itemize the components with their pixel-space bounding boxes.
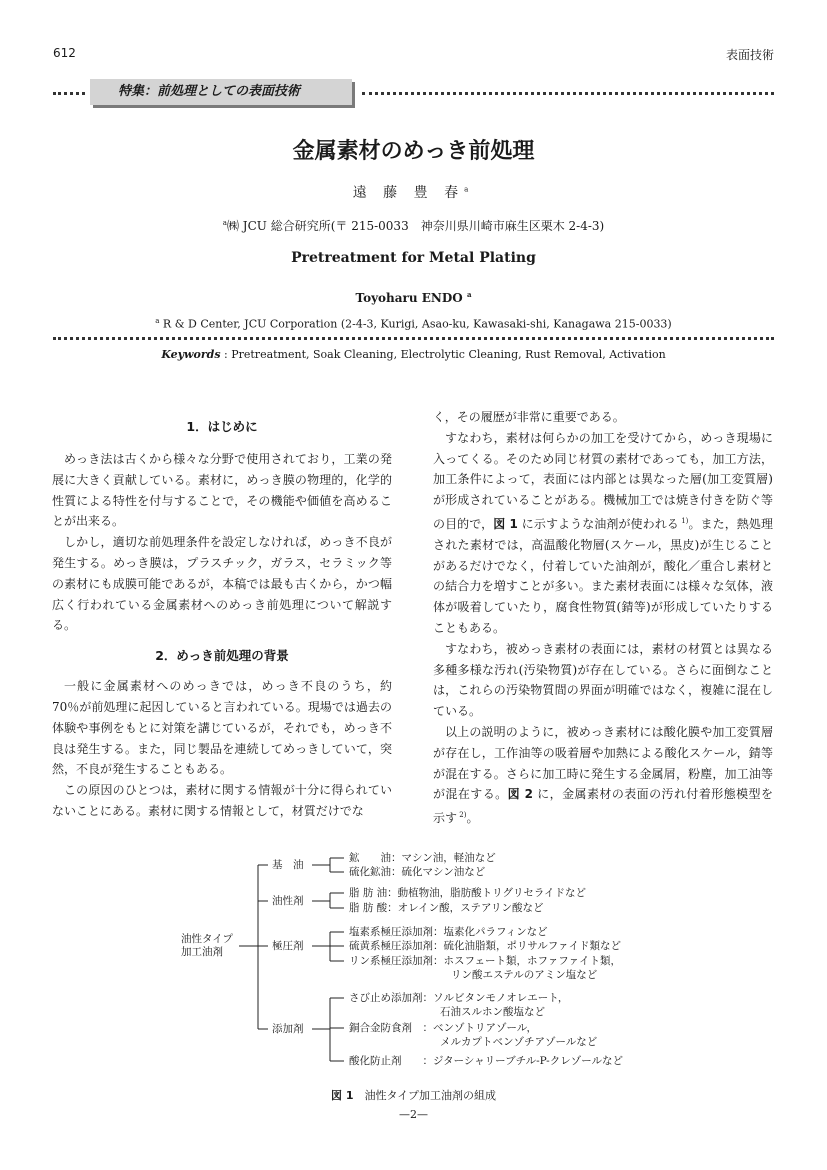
- paragraph: しかし，適切な前処理条件を設定しなければ，めっき不良が発生する。めっき膜は，プラスチック，ガラス，セラミック等の素材にも成膜可能であるが，本稿では最も古くから，かつ幅広く行われている金属素材へのめっき前処理について解説する。: [52, 535, 392, 633]
- right-column: [433, 407, 773, 829]
- figure-ref: 図 2: [507, 787, 533, 802]
- section-heading-2: 2．めっき前処理の背景: [155, 648, 289, 664]
- affiliation-jp: $^a$㈱ JCU 総合研究所(〒 215-0033 神奈川県川崎市麻生区栗木 2-4-3): [222, 219, 605, 233]
- tree-leaf: メルカプトベンゾチアゾールなど: [440, 1036, 598, 1048]
- tree-leaf: 硫化鉱油：硫化マシン油など: [349, 866, 486, 878]
- banner-left-dots: [53, 92, 85, 95]
- tree-leaf: 硫黄系極圧添加剤：硫化油脂類，ポリサルファイド類など: [349, 940, 622, 952]
- banner-right-dots: [362, 92, 774, 95]
- page-number: 612: [53, 46, 76, 60]
- special-issue-banner: 特集：前処理としての表面技術: [90, 79, 352, 105]
- tree-leaf: 脂 肪 酸：オレイン酸，ステアリン酸など: [349, 902, 544, 914]
- category-additive: 添加剤: [272, 1023, 304, 1035]
- figure-ref: 図 1: [493, 516, 518, 531]
- paragraph: この原因のひとつは，素材に関する情報が十分に得られていないことにある。素材に関する情報として，材質だけでな: [52, 783, 392, 818]
- footer-page-label: —2—: [399, 1108, 428, 1121]
- author-en: Toyoharu ENDO $^a$: [355, 290, 472, 305]
- article-title-jp: 金属素材のめっき前処理: [292, 139, 535, 164]
- tree-root-line2: 加工油剤: [181, 946, 223, 958]
- paragraph: 一般に金属素材へのめっきでは，めっき不良のうち，約 70％が前処理に起因していると言われている。現場では過去の体験や事例をもとに対策を講じているが，それでも，めっき不良は発生する。また，同じ製品を連続してめっきしていて，突然，不良が発生することもある。: [52, 679, 392, 777]
- tree-leaf: 鉱 油：マシン油，軽油など: [349, 852, 496, 864]
- tree-leaf: 銅合金防食剤 ：ベンゾトリアゾール，: [349, 1022, 537, 1034]
- article-title-en: Pretreatment for Metal Plating: [291, 250, 536, 266]
- affiliation-en: $^a$ R & D Center, JCU Corporation (2-4-3, Kurigi, Asao-ku, Kawasaki-shi, Kanagawa 215-0033): [155, 317, 672, 331]
- category-oiliness-agent: 油性剤: [272, 895, 304, 907]
- tree-leaf: 石油スルホン酸塩など: [440, 1006, 545, 1018]
- section-heading-1: 1．はじめに: [186, 419, 258, 434]
- figure-caption: 図 1 油性タイプ加工油剤の組成: [331, 1089, 496, 1102]
- paragraph: く，その履歴が非常に重要である。: [433, 410, 625, 424]
- journal-name: 表面技術: [725, 48, 774, 62]
- author-jp: 遠 藤 豊 春$^a$: [352, 185, 475, 201]
- figure-1-tree: [0, 840, 827, 1080]
- tree-leaf: さび止め添加剤：ソルビタンモノオレエート，: [349, 992, 569, 1004]
- category-ep-agent: 極圧剤: [272, 940, 304, 952]
- tree-leaf: 塩素系極圧添加剤：塩素化パラフィンなど: [349, 926, 548, 938]
- tree-leaf: 脂 肪 油：動植物油，脂肪酸トリグリセライドなど: [349, 887, 587, 899]
- paragraph: すなわち，素材は何らかの加工を受けてから，めっき現場に入ってくる。そのため同じ材質の素材であっても，加工方法，加工条件によって，表面には内部とは異なった層(加工変質層)が形成されていることがある。機械加工では焼き付きを防ぐ等の目的で，図 1 に示すような油剤が使われる $^{1)}$。また，熱処理された素材では，高温酸化物層(スケール，黒皮)が生じることがあるだけでなく，付着していた油剤が，酸化／重合し素材との結合力を増すことが多い。また素材表面には様々な気体，液体が吸着していたり，腐食性物質(錆等)が形成していたりすることもある。: [433, 430, 773, 635]
- tree-leaf: リン系極圧添加剤：ホスフェート類，ホファファイト類，: [349, 955, 622, 967]
- tree-leaf: 酸化防止剤 ：ジターシャリーブチル-P-クレゾールなど: [349, 1055, 623, 1067]
- header-divider-dots: [53, 337, 774, 340]
- paragraph: 以上の説明のように，被めっき素材には酸化膜や加工変質層が存在し，工作油等の吸着層や加熱による酸化スケール，錆等が混在する。さらに加工時に発生する金属屑，粉塵，加工油等が混在する。図 2 に，金属素材の表面の汚れ付着形態模型を示す $^{2)}$。: [433, 724, 773, 826]
- tree-root-line1: 油性タイプ: [181, 933, 233, 945]
- category-base-oil: 基 油: [272, 859, 304, 871]
- paragraph: すなわち，被めっき素材の表面には，素材の材質とは異なる多種多様な汚れ(汚染物質)が存在している。さらに面倒なことは，これらの汚染物質間の界面が明確ではなく，複雑に混在している。: [433, 641, 773, 719]
- left-column: [52, 411, 392, 822]
- paragraph: めっき法は古くから様々な分野で使用されており，工業の発展に大きく貢献している。素材に，めっき膜の物理的，化学的性質による特性を付与することで，その機能や価値を高めることが出来る。: [52, 452, 392, 529]
- keywords-line: Keywords : Pretreatment, Soak Cleaning, Electrolytic Cleaning, Rust Removal, Activation: [161, 348, 666, 361]
- tree-leaf: リン酸エステルのアミン塩など: [451, 969, 598, 981]
